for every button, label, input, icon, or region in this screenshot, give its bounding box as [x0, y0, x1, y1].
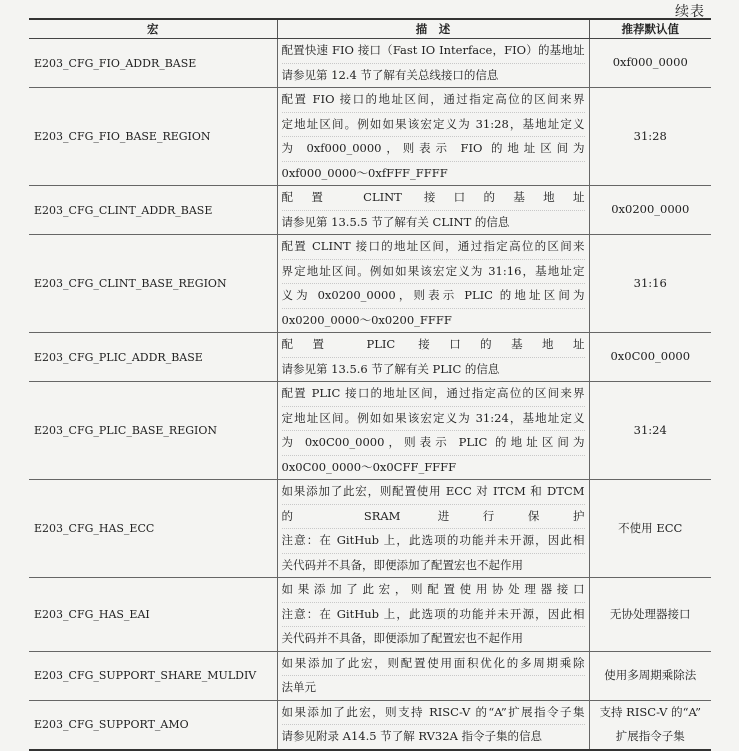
description-line: 关代码并不具备，即便添加了配置宏也不起作用 [281, 631, 523, 645]
description-line: 定地址区间。例如如果该宏定义为 31:28，基地址定义 [282, 113, 585, 138]
macro-name: E203_CFG_HAS_EAI [29, 578, 277, 652]
description-line: 注意：在 GitHub 上，此选项的功能并未开源，因此相 [282, 529, 585, 554]
macro-name: E203_CFG_PLIC_BASE_REGION [29, 382, 277, 480]
description-cell [277, 333, 589, 382]
default-value: 31:24 [633, 422, 667, 437]
default-value: 0x0200_0000 [611, 202, 690, 217]
default-value-cell [589, 382, 711, 480]
default-value: 0xf000_0000 [612, 55, 688, 70]
default-value-cell [589, 235, 711, 333]
header-description: 描 述 [277, 19, 589, 39]
description-line: 0x0C00_0000～0x0CFF_FFFF [281, 459, 457, 474]
table-row [29, 651, 711, 700]
header-macro: 宏 [29, 19, 277, 39]
default-value-cell [589, 186, 711, 235]
macro-config-table [29, 18, 711, 751]
description-cell [277, 651, 589, 700]
default-value: 无协处理器接口 [610, 606, 691, 621]
table-row [29, 382, 711, 480]
default-value: 使用多周期乘除法 [604, 667, 697, 682]
macro-name: E203_CFG_CLINT_ADDR_BASE [29, 186, 277, 235]
table-row [29, 235, 711, 333]
table-row [29, 186, 711, 235]
description-line: 如果添加了此宏，则配置使用面积优化的多周期乘除 [282, 652, 585, 677]
description-cell [277, 39, 589, 88]
macro-name: E203_CFG_SUPPORT_AMO [29, 700, 277, 750]
description-line: 请参见第 13.5.6 节了解有关 PLIC 的信息 [281, 361, 500, 376]
default-value: 31:16 [633, 275, 667, 290]
default-value-cell [589, 39, 711, 88]
description-cell [277, 186, 589, 235]
continued-label: 续表 [675, 4, 705, 20]
description-line: 配置快速 FIO 接口（Fast IO Interface，FIO）的基地址 [282, 39, 585, 64]
description-line: 配置 PLIC 接口的地址区间，通过指定高位的区间来界 [282, 382, 585, 407]
default-value: 0x0C00_0000 [610, 349, 691, 364]
description-cell [277, 235, 589, 333]
description-line: 配置 CLINT 接口的基地址 [282, 186, 585, 211]
description-cell [277, 88, 589, 186]
description-line: 注意：在 GitHub 上，此选项的功能并未开源，因此相 [282, 603, 585, 628]
table-row [29, 480, 711, 578]
macro-name: E203_CFG_FIO_BASE_REGION [29, 88, 277, 186]
description-line: 配置 PLIC 接口的基地址 [282, 333, 585, 358]
macro-name: E203_CFG_FIO_ADDR_BASE [29, 39, 277, 88]
description-cell [277, 700, 589, 750]
description-cell [277, 480, 589, 578]
description-line: 界定地址区间。例如如果该宏定义为 31:16，基地址定 [282, 260, 585, 285]
table-row [29, 333, 711, 382]
description-line: 配置 CLINT 接口的地址区间，通过指定高位的区间来 [282, 235, 585, 260]
description-line: 如果添加了此宏，则配置使用 ECC 对 ITCM 和 DTCM [282, 480, 585, 505]
macro-name: E203_CFG_HAS_ECC [29, 480, 277, 578]
default-value-cell [589, 333, 711, 382]
default-value: 31:28 [633, 128, 667, 143]
header-row [29, 19, 711, 39]
table-row [29, 39, 711, 88]
default-value: 扩展指令子集 [615, 728, 685, 743]
description-line: 请参见附录 A14.5 节了解 RV32A 指令子集的信息 [281, 729, 543, 743]
description-line: 定地址区间。例如如果该宏定义为 31:24，基地址定义 [282, 407, 585, 432]
description-line: 配置 FIO 接口的地址区间，通过指定高位的区间来界 [282, 88, 585, 113]
description-line: 如果添加了此宏，则支持 RISC-V 的“A”扩展指令子集 [282, 701, 585, 726]
macro-name: E203_CFG_CLINT_BASE_REGION [29, 235, 277, 333]
default-value-cell [589, 480, 711, 578]
default-value: 支持 RISC-V 的“A” [599, 705, 701, 719]
table-row [29, 578, 711, 652]
default-value-cell [589, 700, 711, 750]
macro-name: E203_CFG_SUPPORT_SHARE_MULDIV [29, 651, 277, 700]
description-line: 为 0xf000_0000，则表示 FIO 的地址区间为 [282, 137, 585, 162]
macro-name: E203_CFG_PLIC_ADDR_BASE [29, 333, 277, 382]
header-default: 推荐默认值 [589, 19, 711, 39]
description-line: 法单元 [281, 680, 316, 694]
description-line: 的 SRAM 进行保护 [282, 505, 585, 530]
default-value-cell [589, 651, 711, 700]
description-cell [277, 578, 589, 652]
default-value: 不使用 ECC [618, 520, 683, 535]
description-line: 为 0x0C00_0000，则表示 PLIC 的地址区间为 [282, 431, 585, 456]
table-body [29, 39, 711, 750]
table-row [29, 700, 711, 750]
description-cell [277, 382, 589, 480]
description-line: 0xf000_0000～0xfFFF_FFFF [281, 165, 448, 180]
table-row [29, 88, 711, 186]
description-line: 请参见第 13.5.5 节了解有关 CLINT 的信息 [281, 214, 510, 229]
default-value-cell [589, 578, 711, 652]
description-line: 0x0200_0000～0x0200_FFFF [281, 312, 452, 327]
description-line: 义为 0x0200_0000，则表示 PLIC 的地址区间为 [282, 284, 585, 309]
description-line: 关代码并不具备，即便添加了配置宏也不起作用 [281, 557, 523, 572]
description-line: 请参见第 12.4 节了解有关总线接口的信息 [281, 67, 499, 82]
default-value-cell [589, 88, 711, 186]
description-line: 如果添加了此宏，则配置使用协处理器接口 [282, 578, 585, 603]
